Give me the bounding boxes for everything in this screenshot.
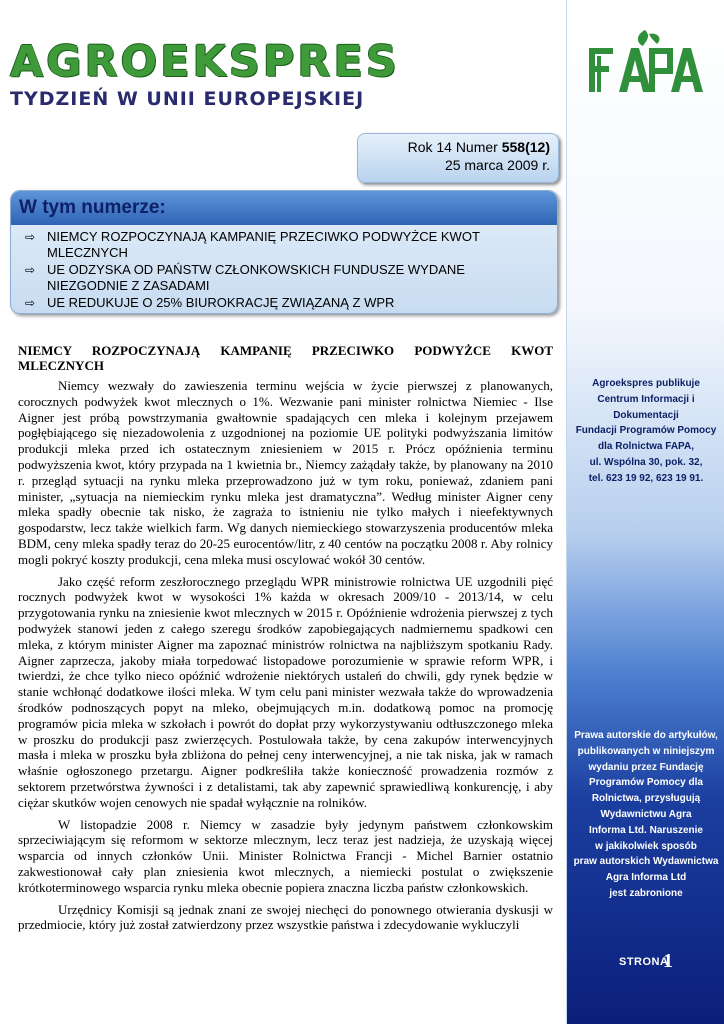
- publisher-info-line: tel. 623 19 92, 623 19 91.: [588, 472, 704, 484]
- copyright-line: Rolnictwa, przysługują: [591, 793, 701, 805]
- publication-title: AGROEKSPRES: [10, 37, 400, 87]
- article: [18, 343, 553, 939]
- copyright-line: jest zabronione: [609, 887, 683, 899]
- contents-item-text: NIEMCY ROZPOCZYNAJĄ KAMPANIĘ PRZECIWKO PODWYŻCE KWOT MLECZNYCH: [47, 229, 480, 260]
- contents-title: W tym numerze:: [19, 197, 166, 218]
- fapa-logo-text: FAPA: [587, 28, 590, 29]
- copyright-line: w jakikolwiek sposób: [595, 840, 697, 852]
- issue-info-box: [357, 133, 559, 183]
- sidebar: [566, 0, 724, 1024]
- publisher-info: [573, 376, 719, 487]
- copyright-line: Wydawnictwu Agra: [600, 808, 692, 820]
- issue-prefix: Rok 14 Numer: [407, 139, 502, 155]
- article-title-line-2: MLECZNYCH: [18, 358, 104, 373]
- arrow-right-icon: ⇨: [25, 263, 36, 277]
- table-of-contents: [10, 190, 558, 314]
- publisher-info-line: Fundacji Programów Pomocy: [575, 425, 717, 437]
- issue-date: 25 marca 2009 r.: [444, 157, 550, 173]
- contents-item-text: UE ODZYSKA OD PAŃSTW CZŁONKOWSKICH FUNDUSZE WYDANE NIEZGODNIE Z ZASADAMI: [47, 262, 465, 293]
- contents-item[interactable]: [25, 295, 545, 311]
- copyright-line: Agra Informa Ltd: [605, 872, 687, 884]
- article-paragraph: W listopadzie 2008 r. Niemcy w zasadzie były jedynym państwem członkowskim sprzeciwiającym się reformom w sektorze mlecznym, lecz teraz jest nadzieja, że uzyskają więcej wsparcia od innych członków Unii. Minister Rolnictwa Francji - Michel Barnier ostatnio zakwestionował cały plan zniesienia kwot mlecznych, a niemiecki postulat o zwiększenie krótkoterminowego wsparcia rynku mleka obecnie popiera znaczna liczba państw członkowskich.: [18, 816, 553, 895]
- publisher-info-line: Agroekspres publikuje: [592, 378, 700, 389]
- article-paragraph: Urzędnicy Komisji są jednak znani ze swojej niechęci do ponownego otwierania dyskusji w przedmiocie, który już został zatwierdzony przez wszystkie państwa i zdecydowanie wykluczyli: [18, 901, 553, 933]
- arrow-right-icon: ⇨: [25, 296, 36, 310]
- copyright-line: Informa Ltd. Naruszenie: [589, 824, 703, 836]
- contents-item-text: UE REDUKUJE O 25% BIUROKRACJĘ ZWIĄZANĄ Z WPR: [47, 295, 395, 310]
- contents-item[interactable]: [25, 229, 545, 261]
- copyright-line: Programów Pomocy dla: [589, 777, 703, 789]
- copyright-line: publikowanych w niniejszym: [577, 745, 715, 757]
- arrow-right-icon: ⇨: [25, 230, 36, 244]
- issue-number-line: [408, 139, 550, 155]
- article-paragraph: Niemcy wezwały do zawieszenia terminu wejścia w życie pierwszej z planowanych, corocznych podwyżek kwot mlecznych o 1%. Wezwanie pani minister rolnictwa Niemiec - Ilse Aigner jest próbą powstrzymania gwałtownie spadających cen mleka i kolejnym przejawem pogłębiającego się niezadowolenia z uzgodnionej na poziomie UE polityki podwyższania limitów produkcji mleka przed ich ostatecznym zniesieniem w 2015 r. Prócz opóźnienia terminu podwyższenia kwot, który przypada na 1 kwietnia br., Niemcy zażądały także, by planowany na 2010 r. przegląd sytuacji na rynku mleka przeprowadzono już w tym roku, ponieważ, zdaniem pani minister, „sytuacja na niemieckim rynku mleka jest dramatyczna”. Według minister Aigner ceny mleka spadły obecnie tak nisko, że zagraża to istnieniu nie tylko małych i nieefektywnych gospodarstw, lecz także wielkich farm. Wg danych niemieckiego stowarzyszenia producentów mleka BDM, ceny mleka spadły teraz do 20-25 eurocentów/litr, z 40 centów na początku 2008 r. Aby rolnicy mogli pokryć koszty produkcji, cena mleka musi oscylować wokół 30 centów.: [18, 378, 553, 567]
- copyright-line: Prawa autorskie do artykułów,: [574, 730, 718, 741]
- contents-list: [25, 229, 545, 312]
- copyright-line: praw autorskich Wydawnictwa: [573, 856, 719, 868]
- article-title-line-1: NIEMCY ROZPOCZYNAJĄ KAMPANIĘ PRZECIWKO PODWYŻCE KWOT: [18, 343, 553, 358]
- contents-item[interactable]: [25, 262, 545, 294]
- page-label: STRONA: [619, 956, 669, 968]
- masthead: [10, 37, 400, 110]
- copyright-notice: [573, 728, 719, 902]
- article-paragraph: Jako część reform zeszłorocznego przeglądu WPR ministrowie rolnictwa UE uzgodnili pięć rocznych podwyżek kwot w wysokości 1% każda w okresach 2009/10 - 2013/14, w celu przygotowania rynku na zniesienie kwot mlecznych w 2015 r. Opóźnienie wdrożenia pierwszej z tych podwyżek stanowi jeden z całego szeregu środków zapobiegających nadmiernemu spadkowi cen mleka, z którym minister Aigner ma zapoznać ministrów rolnictwa na najbliższym spotkaniu Rady. Aigner zaprzecza, jakoby miała torpedować listopadowe porozumienie w sprawie reform WPR, i twierdzi, że chce tylko nieco opóźnić wdrożenie niektórych ustaleń do chwili, gdy rynek będzie w stanie wchłonąć dodatkowe ilości mleka. W tym celu pani minister wezwała także do wprowadzenia środków podnoszących popyt na mleko, obejmujących m.in. dodatkową pomoc na promocję programów picia mleka w szkołach i powrót do dopłat przy wykorzystywaniu odtłuszczonego mleka w proszku do produkcji pasz zwierzęcych. Postulowała także, by cena zakupów interwencyjnych masła i mleka w proszku była zbliżona do pełnej ceny interwencyjnej, a nie tak niska, jak w ramach właśnie ogłoszonego przetargu. Aigner podkreśliła także konieczność prowadzenia rozmów z sektorem przetwórstwa żywności i z detalistami, tak aby zapewnić sprawiedliwą konkurencję, i aby ciężar skutków wojen cenowych nie spadał wyłącznie na rolników.: [18, 573, 553, 810]
- publisher-info-line: dla Rolnictwa FAPA,: [598, 441, 694, 453]
- page-number: 1: [663, 950, 673, 972]
- publisher-info-line: Centrum Informacji i Dokumentacji: [597, 393, 695, 421]
- fapa-logo: [587, 28, 705, 98]
- issue-number: 558(12): [501, 139, 550, 155]
- copyright-line: wydaniu przez Fundację: [588, 761, 704, 773]
- publication-subtitle: TYDZIEŃ W UNII EUROPEJSKIEJ: [10, 88, 365, 110]
- publisher-info-line: ul. Wspólna 30, pok. 32,: [589, 456, 703, 468]
